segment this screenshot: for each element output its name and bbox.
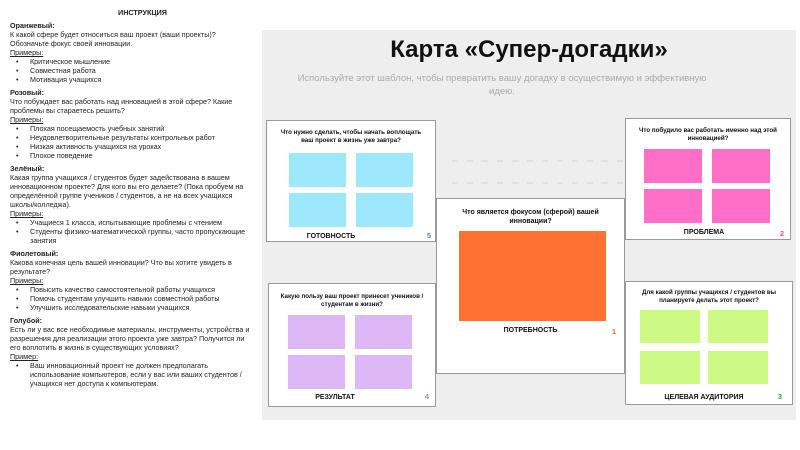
sticky-note[interactable] (356, 193, 413, 227)
example-item: • Плохое поведение (20, 151, 255, 160)
map-subtitle: Используйте этот шаблон, чтобы превратить вашу догадку в осуществимую и эффективную идею. (297, 73, 707, 97)
card-audience[interactable] (625, 281, 793, 405)
instruction-heading: ИНСТРУКЦИЯ (118, 8, 167, 17)
card-need[interactable] (436, 198, 625, 374)
section-text: Есть ли у вас все необходимые материалы, инструменты, устройства и разрешения для реализации этого проекта уже завтра? Получится ли его воплотить в жизнь в существующих условиях? (10, 325, 250, 352)
card-number: 3 (777, 392, 782, 401)
examples-list (10, 218, 255, 245)
example-item: • Помочь студентам улучшить навыки совместной работы (20, 294, 255, 303)
example-item: • Студенты физико-математической группы, часто пропускающие занятия (20, 227, 255, 245)
card-problem[interactable] (625, 118, 791, 240)
card-question: Какую пользу ваш проект принесет учеников / студентам в жизни? (280, 293, 424, 308)
sticky-note[interactable] (289, 193, 346, 227)
card-label: ЦЕЛЕВАЯ АУДИТОРИЯ (664, 394, 744, 401)
section-orange (10, 21, 255, 84)
section-title: Зелёный: (10, 164, 45, 173)
sticky-note[interactable] (289, 153, 346, 187)
guide-dashes (452, 160, 638, 162)
card-number: 2 (779, 229, 784, 238)
examples-list (10, 124, 255, 160)
section-text: Что побуждает вас работать над инновацией в этой сфере? Какие проблемы вы стараетесь решить? (10, 97, 233, 115)
example-item: • Критическое мышление (20, 57, 255, 66)
sticky-note[interactable] (640, 351, 700, 384)
super-hunch-map (262, 30, 796, 420)
sticky-note[interactable] (355, 355, 412, 389)
example-item: • Ваш инновационный проект не должен предполагать использование компьютеров, если у вас или ваших студентов / учащихся нет доступа к компьютерам. (20, 361, 255, 388)
example-item: • Неудовлетворительные результаты контрольных работ (20, 133, 255, 142)
example-item: • Учащиеся 1 класса, испытывающие проблемы с чтением (20, 218, 255, 227)
section-purple (10, 249, 255, 312)
card-number: 4 (424, 392, 429, 401)
card-label: РЕЗУЛЬТАТ (315, 394, 355, 401)
sticky-note[interactable] (459, 231, 606, 321)
card-question: Что побудило вас работать именно над этой инновацией? (639, 127, 777, 142)
sticky-note[interactable] (355, 315, 412, 349)
card-question: Для какой группы учащихся / студентов вы планируете делать этот проект? (641, 289, 777, 304)
section-blue (10, 316, 255, 388)
sticky-note[interactable] (712, 149, 770, 183)
guide-dashes (452, 182, 638, 184)
sticky-note[interactable] (640, 310, 700, 343)
card-label: ПОТРЕБНОСТЬ (503, 327, 558, 334)
sticky-note[interactable] (288, 355, 345, 389)
section-title: Голубой: (10, 316, 43, 325)
sticky-note[interactable] (708, 351, 768, 384)
examples-list (10, 57, 255, 84)
example-item: • Плохая посещаемость учебных занятий (20, 124, 255, 133)
example-item: • Улучшить исследовательские навыки учащихся (20, 303, 255, 312)
section-title: Оранжевый: (10, 21, 55, 30)
section-text: К какой сфере будет относиться ваш проект (ваши проекты)? Обозначьте фокус своей инновации. (10, 30, 216, 48)
card-question: Что является фокусом (сферой) вашей инновации? (462, 209, 599, 225)
card-question: Что нужно сделать, чтобы начать воплощать ваш проект в жизнь уже завтра? (280, 129, 422, 144)
section-title: Розовый: (10, 88, 45, 97)
card-number: 5 (426, 231, 431, 240)
sticky-note[interactable] (708, 310, 768, 343)
sticky-note[interactable] (288, 315, 345, 349)
example-item: • Совместная работа (20, 66, 255, 75)
examples-label: Примеры: (10, 115, 44, 124)
sticky-note[interactable] (356, 153, 413, 187)
card-result[interactable] (268, 283, 436, 407)
examples-label: Пример: (10, 352, 39, 361)
sticky-note[interactable] (644, 189, 702, 223)
section-text: Какая группа учащихся / студентов будет задействована в вашем инновационном проекте? Для кого вы его делаете? (Пока пробуем на определённой группе учеников / студентов, а не на всех учащихся школы/колледжа). (10, 173, 244, 209)
sticky-note[interactable] (644, 149, 702, 183)
section-green (10, 164, 255, 245)
section-pink (10, 88, 255, 160)
examples-label: Примеры: (10, 209, 44, 218)
examples-list (10, 285, 255, 312)
card-label: ПРОБЛЕМА (683, 229, 725, 236)
examples-label: Примеры: (10, 48, 44, 57)
section-text: Какова конечная цель вашей инновации? Что вы хотите увидеть в результате? (10, 258, 232, 276)
example-item: • Повысить качество самостоятельной работы учащихся (20, 285, 255, 294)
example-item: • Мотивация учащихся (20, 75, 255, 84)
example-item: • Низкая активность учащихся на уроках (20, 142, 255, 151)
map-title: Карта «Супер-догадки» (390, 36, 668, 63)
card-number: 1 (611, 327, 616, 336)
sticky-note[interactable] (712, 189, 770, 223)
card-label: ГОТОВНОСТЬ (306, 233, 356, 240)
examples-list (10, 361, 255, 388)
examples-label: Примеры: (10, 276, 44, 285)
instruction-panel (10, 8, 255, 448)
card-readiness[interactable] (266, 120, 436, 242)
section-title: Фиолетовый: (10, 249, 59, 258)
